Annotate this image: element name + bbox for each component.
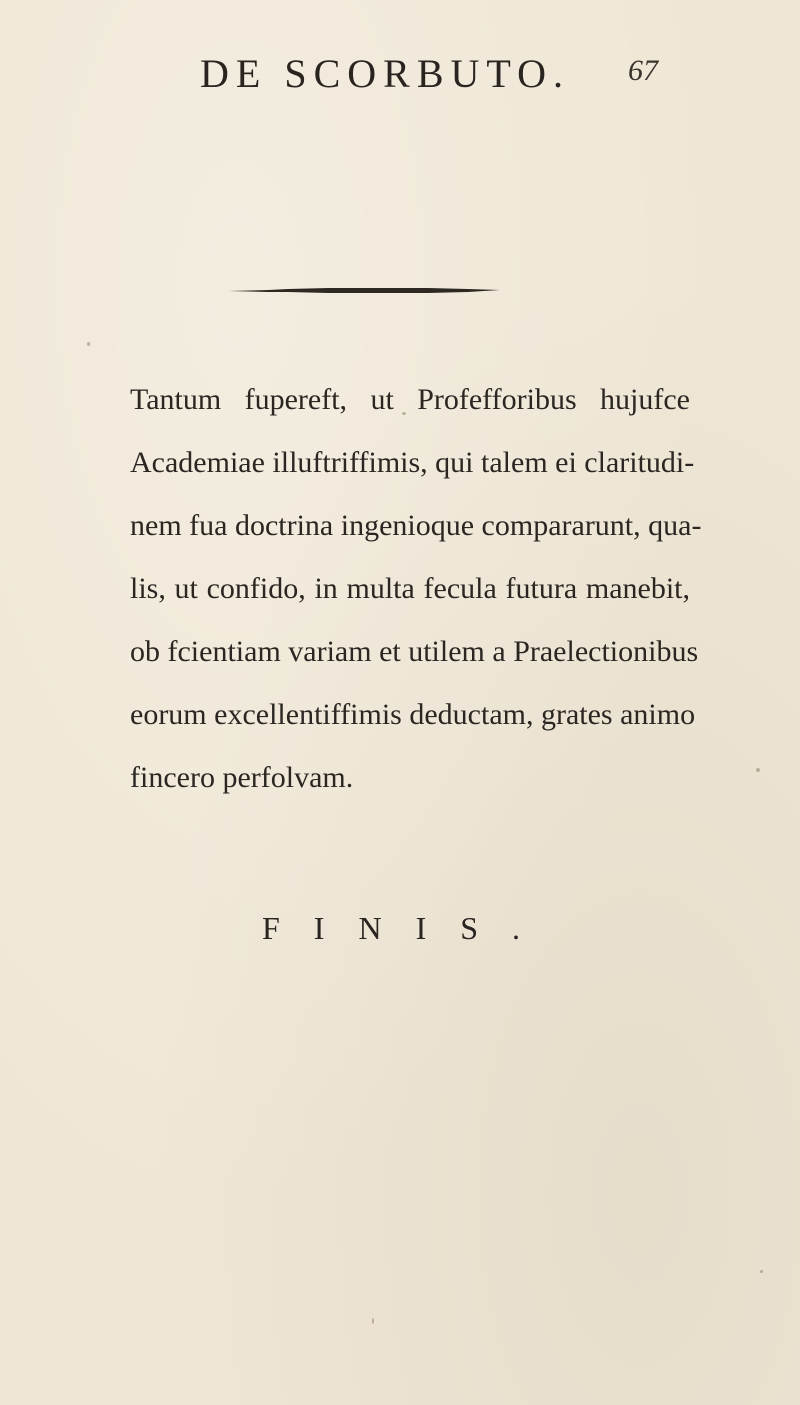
text-line: fincero perfolvam.	[130, 761, 354, 794]
text-line: lis, ut confido, in multa fecula futura manebit,	[130, 572, 690, 605]
page-number: 67	[628, 54, 658, 87]
paper-speck	[760, 1270, 763, 1273]
paper-speck	[372, 1318, 374, 1324]
text-line: nem fua doctrina ingenioque compararunt, qua-	[130, 509, 702, 542]
paper-speck	[756, 768, 760, 772]
text-line: ob fcientiam variam et utilem a Praelectionibus	[130, 635, 699, 668]
text-line: eorum excellentiffimis deductam, grates animo	[130, 698, 696, 731]
finis-text: FINIS.	[262, 910, 555, 946]
running-title: DE SCORBUTO.	[200, 51, 570, 96]
text-line: Tantum fupereft, ut Profefforibus hujufce	[130, 383, 690, 416]
text-line: Academiae illuftriffimis, qui talem ei claritudi-	[130, 446, 695, 479]
ornamental-rule	[228, 286, 500, 296]
running-head	[200, 50, 658, 100]
main-text-block	[130, 368, 702, 809]
paper-speck	[402, 412, 406, 415]
paper-speck	[87, 342, 90, 346]
